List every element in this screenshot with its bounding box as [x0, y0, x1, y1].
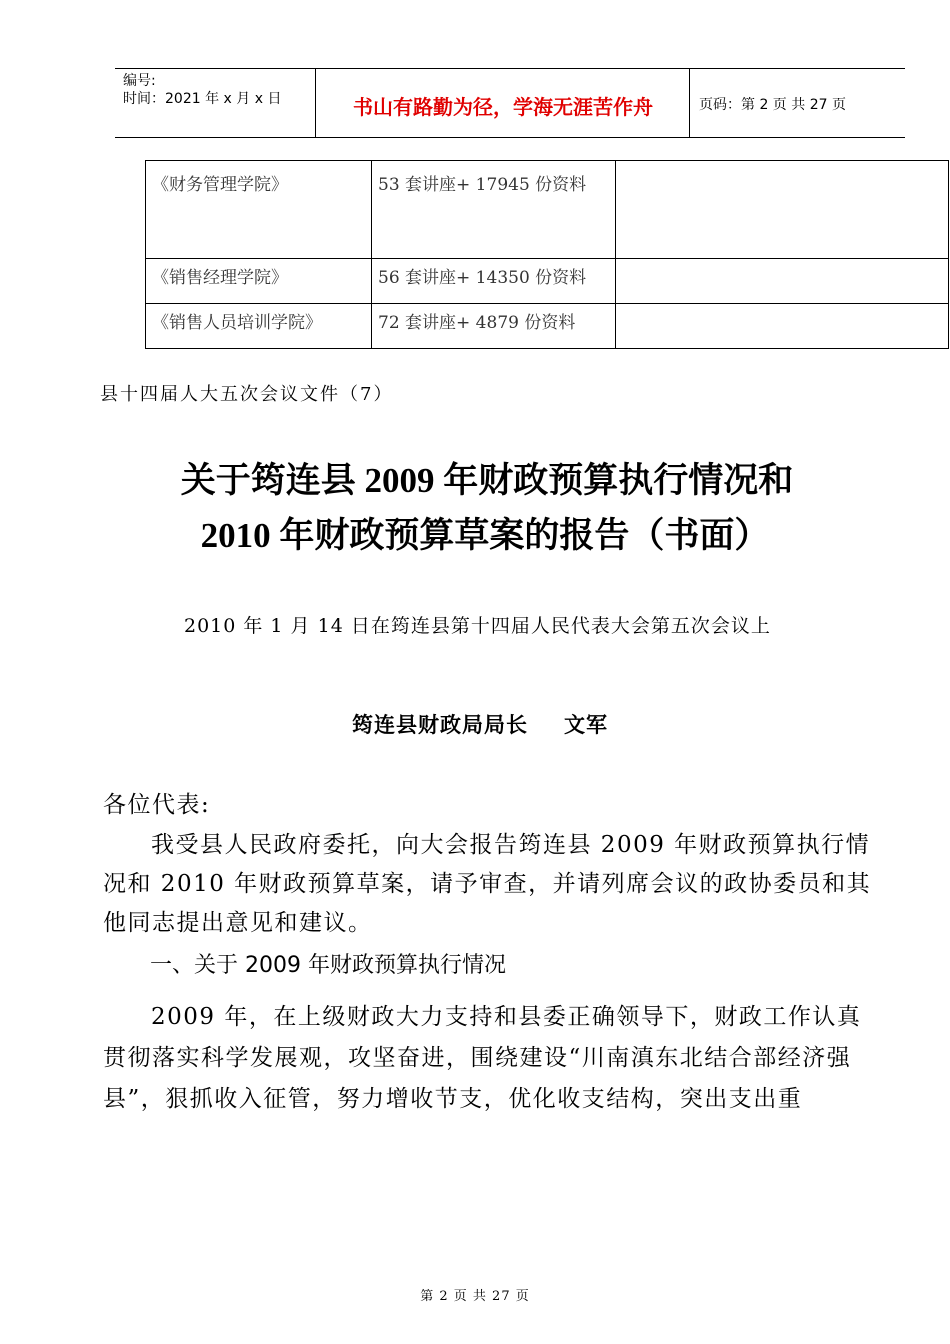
table-cell-content: 72 套讲座+ 4879 份资料	[372, 304, 616, 349]
document-label: 县十四届人大五次会议文件（7）	[100, 384, 394, 405]
header-divider	[315, 69, 316, 137]
serial-label: 编号:	[123, 73, 156, 89]
resource-table	[145, 160, 949, 349]
salutation: 各位代表:	[103, 792, 211, 818]
table-cell-note	[616, 161, 949, 259]
table-cell-content: 53 套讲座+ 17945 份资料	[372, 161, 616, 259]
table-row	[146, 161, 949, 259]
header-divider	[689, 69, 690, 137]
page-header	[115, 68, 905, 138]
document-title-line1: 关于筠连县 2009 年财政预算执行情况和	[180, 461, 794, 500]
author-name: 文军	[564, 712, 608, 737]
paragraph: 我受县人民政府委托，向大会报告筠连县 2009 年财政预算执行情况和 2010 年财政预算草案，请予审查，并请列席会议的政协委员和其他同志提出意见和建议。	[103, 832, 872, 936]
table-cell-content: 56 套讲座+ 14350 份资料	[372, 259, 616, 304]
table-cell-name: 《财务管理学院》	[146, 161, 372, 259]
time-label: 时间：2021 年 x 月 x 日	[123, 91, 282, 107]
table-cell-name: 《销售人员培训学院》	[146, 304, 372, 349]
paragraph: 2009 年，在上级财政大力支持和县委正确领导下，财政工作认真贯彻落实科学发展观，攻坚奋进，围绕建设“川南滇东北结合部经济强县”，狠抓收入征管，努力增收节支，优化收支结构，突出支出重	[103, 1004, 862, 1112]
header-meta	[123, 72, 281, 108]
table-row	[146, 259, 949, 304]
table-cell-note	[616, 304, 949, 349]
author-line	[352, 709, 608, 739]
header-motto: 书山有路勤为径，学海无涯苦作舟	[353, 95, 653, 119]
header-page-info: 页码：第 2 页 共 27 页	[699, 97, 846, 113]
table-row	[146, 304, 949, 349]
document-title-line2: 2010 年财政预算草案的报告（书面）	[200, 516, 770, 555]
page-footer: 第 2 页 共 27 页	[420, 1289, 530, 1304]
meeting-date-line: 2010 年 1 月 14 日在筠连县第十四届人民代表大会第五次会议上	[184, 615, 771, 637]
author-title: 筠连县财政局局长	[352, 712, 528, 737]
section-heading: 一、关于 2009 年财政预算执行情况	[150, 953, 506, 978]
table-cell-note	[616, 259, 949, 304]
table-cell-name: 《销售经理学院》	[146, 259, 372, 304]
